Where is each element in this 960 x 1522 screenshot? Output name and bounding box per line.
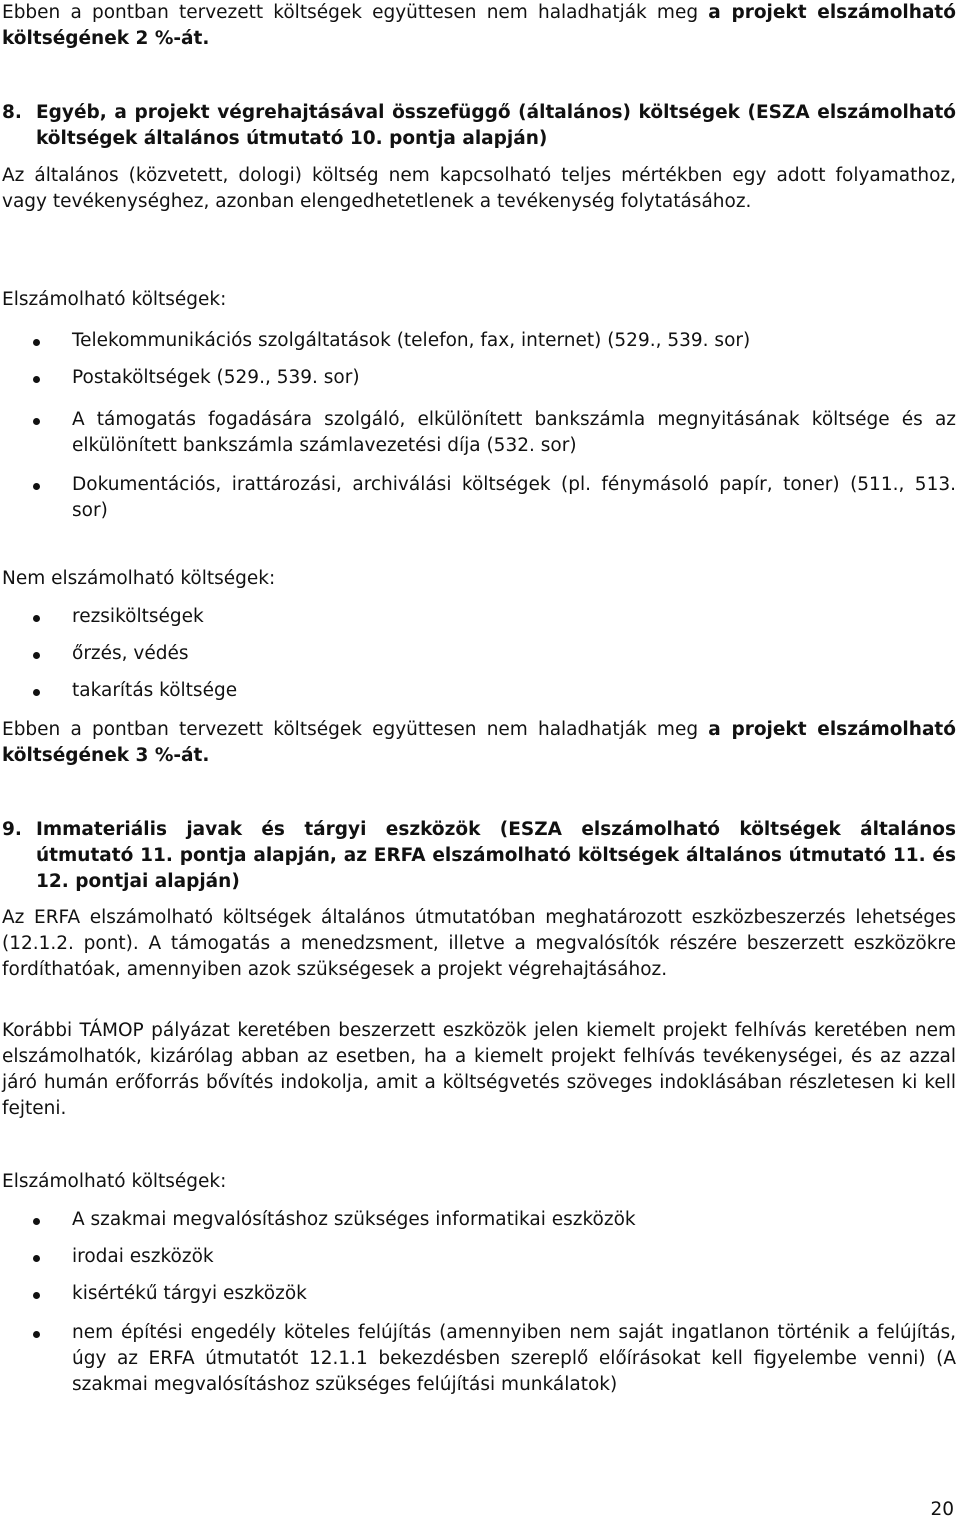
bullet-icon (33, 376, 40, 383)
limit-bold-text: a projekt elszámolható költségének 2 %-át. (2, 2, 956, 49)
list-item: takarítás költsége (0, 678, 956, 704)
list-item: irodai eszközök (0, 1244, 956, 1270)
eligible-costs-label: Elszámolható költségek: (2, 1171, 227, 1192)
bullet-icon (33, 483, 40, 490)
bullet-icon (33, 689, 40, 696)
list-item: rezsiköltségek (0, 604, 956, 630)
list-item: A támogatás fogadására szolgáló, elkülönített bankszámla megnyitásának költsége és az elkülönített bankszámla számlavezetési díja (532. sor) (0, 407, 956, 459)
list-item: Postaköltségek (529., 539. sor) (0, 365, 956, 391)
section-8-heading (2, 100, 956, 152)
section-8-intro: Az általános (közvetett, dologi) költség nem kapcsolható teljes mértékben egy adott folyamathoz, vagy tevékenységhez, azonban elengedhetetlenek a tevékenység folytatásához. (2, 165, 956, 212)
list-item: őrzés, védés (0, 641, 956, 667)
bullet-icon (33, 1218, 40, 1225)
bullet-icon (33, 1331, 40, 1338)
section-9-paragraph-1: Az ERFA elszámolható költségek általános útmutatóban meghatározott eszközbeszerzés lehetséges (12.1.2. pont). A támogatás a menedzsment, illetve a megvalósítók részére beszerzett eszközökre fordíthatóak, amennyiben azok szükségesek a projekt végrehajtásához. (2, 907, 956, 980)
bullet-icon (33, 1255, 40, 1262)
paragraph-cost-limit-2pct (2, 0, 956, 52)
bullet-icon (33, 615, 40, 622)
bullet-icon (33, 418, 40, 425)
page-number: 20 (930, 1499, 954, 1520)
section-title: Egyéb, a projekt végrehajtásával összefüggő (általános) költségek (ESZA elszámolható költségek általános útmutató 10. pontja alapján) (36, 102, 956, 149)
eligible-costs-label: Elszámolható költségek: (2, 289, 227, 310)
eligible-costs-list (0, 328, 956, 524)
limit-text: Ebben a pontban tervezett költségek együttesen nem haladhatják meg (2, 719, 709, 740)
list-item: Dokumentációs, irattározási, archiválási költségek (pl. fénymásoló papír, toner) (511., 513. sor) (0, 472, 956, 524)
ineligible-costs-label: Nem elszámolható költségek: (2, 568, 276, 589)
section-9-paragraph-2: Korábbi TÁMOP pályázat keretében beszerzett eszközök jelen kiemelt projekt felhívás keretében nem elszámolhatók, kizárólag abban az esetben, ha a kiemelt projekt felhívás tevékenységei, és az azzal járó humán erőforrás bővítés indokolja, amit a költségvetés szöveges indoklásában részletesen ki kell fejteni. (2, 1020, 956, 1119)
bullet-icon (33, 1292, 40, 1299)
bullet-icon (33, 339, 40, 346)
bullet-icon (33, 652, 40, 659)
list-item: A szakmai megvalósításhoz szükséges informatikai eszközök (0, 1207, 956, 1233)
list-item: Telekommunikációs szolgáltatások (telefon, fax, internet) (529., 539. sor) (0, 328, 956, 354)
eligible-costs-list (0, 1207, 956, 1398)
paragraph-cost-limit-3pct (2, 717, 956, 769)
section-9-heading (2, 817, 956, 895)
section-number: 8. (2, 102, 22, 123)
section-number: 9. (2, 819, 22, 840)
list-item: kisértékű tárgyi eszközök (0, 1281, 956, 1307)
list-item: nem építési engedély köteles felújítás (amennyiben nem saját ingatlanon történik a felújítás, úgy az ERFA útmutatót 12.1.1 bekezdésben szereplő előírásokat kell figyelembe venni) (A szakmai megvalósításhoz szükséges felújítási munkálatok) (0, 1320, 956, 1398)
limit-text: Ebben a pontban tervezett költségek együttesen nem haladhatják meg (2, 2, 709, 23)
limit-bold-text: a projekt elszámolható költségének 3 %-át. (2, 719, 956, 766)
section-title: Immateriális javak és tárgyi eszközök (ESZA elszámolható költségek általános útmutató 11. pontja alapján, az ERFA elszámolható költségek általános útmutató 11. és 12. pontjai alapján) (36, 819, 956, 892)
ineligible-costs-list (0, 604, 956, 704)
